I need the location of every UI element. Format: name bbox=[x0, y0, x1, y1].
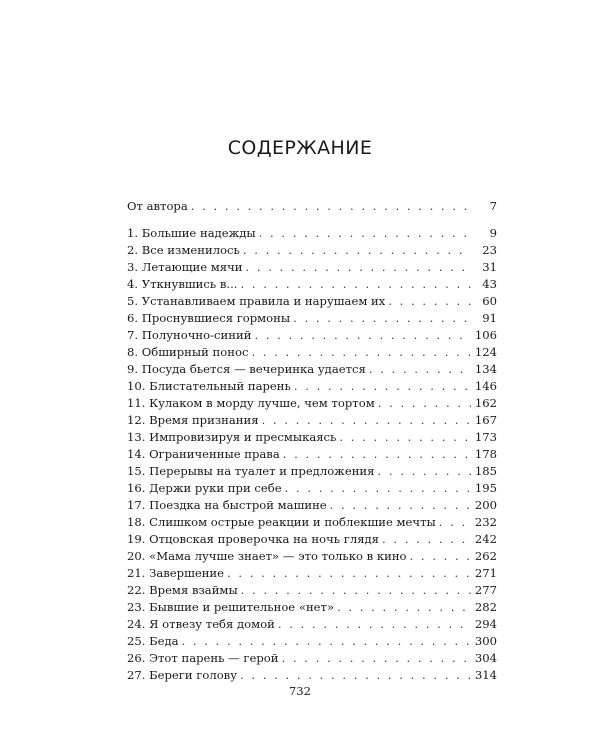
dot-leader bbox=[254, 327, 471, 344]
dot-leader bbox=[259, 225, 471, 242]
toc-entry-label: 19. Отцовская проверочка на ночь глядя bbox=[127, 532, 379, 546]
toc-entry-page: 162 bbox=[474, 396, 497, 410]
toc-entry-label: 27. Береги голову bbox=[127, 668, 238, 682]
toc-entry-chapter bbox=[127, 599, 497, 616]
toc-entry-chapter bbox=[127, 548, 497, 565]
toc-entry-page: 9 bbox=[489, 226, 497, 240]
toc-entry-chapter bbox=[127, 582, 497, 599]
toc-entry-chapter bbox=[127, 327, 497, 344]
toc-entry-page: 106 bbox=[474, 328, 497, 342]
toc-entry-label: 2. Все изменилось bbox=[127, 243, 240, 257]
toc-entry-label: 6. Проснувшиеся гормоны bbox=[127, 311, 291, 325]
dot-leader bbox=[382, 531, 471, 548]
toc-entry-page: 178 bbox=[474, 447, 497, 461]
toc-entry-label: 8. Обширный понос bbox=[127, 345, 249, 359]
dot-leader bbox=[283, 446, 471, 463]
toc-entry-page: 23 bbox=[482, 243, 497, 257]
toc-entry-page: 7 bbox=[489, 199, 497, 213]
toc-entry-label: 26. Этот парень — герой bbox=[127, 651, 279, 665]
toc-entry-chapter bbox=[127, 633, 497, 650]
toc-entry-chapter bbox=[127, 616, 497, 633]
toc-entry-label: 9. Посуда бьется — вечеринка удается bbox=[127, 362, 366, 376]
dot-leader bbox=[240, 667, 471, 684]
toc-entry-chapter bbox=[127, 259, 497, 276]
toc-entry-page: 195 bbox=[474, 481, 497, 495]
dot-leader bbox=[285, 480, 471, 497]
toc-entry-page: 277 bbox=[474, 583, 497, 597]
dot-leader bbox=[227, 565, 471, 582]
toc-entry-chapter bbox=[127, 361, 497, 378]
toc-entry-label: От автора bbox=[127, 199, 188, 213]
toc-entry-chapter bbox=[127, 429, 497, 446]
toc-entry-page: 31 bbox=[482, 260, 497, 274]
dot-leader bbox=[377, 463, 471, 480]
dot-leader bbox=[240, 276, 471, 293]
page-title: СОДЕРЖАНИЕ bbox=[227, 137, 373, 159]
toc-entry-chapter bbox=[127, 412, 497, 429]
toc-entry-label: 1. Большие надежды bbox=[127, 226, 256, 240]
page-number: 732 bbox=[288, 684, 312, 698]
dot-leader bbox=[243, 242, 471, 259]
toc-entry-chapter bbox=[127, 667, 497, 684]
dot-leader bbox=[410, 548, 471, 565]
dot-leader bbox=[378, 395, 471, 412]
toc-entry-page: 173 bbox=[474, 430, 497, 444]
toc-entry-label: 15. Перерывы на туалет и предложения bbox=[127, 464, 375, 478]
toc-entry-page: 43 bbox=[482, 277, 497, 291]
toc-entry-label: 11. Кулаком в морду лучше, чем тортом bbox=[127, 396, 375, 410]
toc-entry-label: 24. Я отвезу тебя домой bbox=[127, 617, 275, 631]
toc-entry-page: 185 bbox=[474, 464, 497, 478]
dot-leader bbox=[262, 412, 471, 429]
toc-entry-page: 300 bbox=[474, 634, 497, 648]
toc-entry-foreword bbox=[127, 198, 497, 215]
dot-leader bbox=[245, 259, 471, 276]
toc-entry-page: 294 bbox=[474, 617, 497, 631]
toc-entry-chapter bbox=[127, 395, 497, 412]
dot-leader bbox=[241, 582, 471, 599]
toc-entry-page: 167 bbox=[474, 413, 497, 427]
dot-leader bbox=[339, 429, 471, 446]
toc-entry-label: 18. Слишком острые реакции и поблекшие мечты bbox=[127, 515, 436, 529]
toc-entry-page: 304 bbox=[474, 651, 497, 665]
toc-entry-chapter bbox=[127, 650, 497, 667]
toc-entry-chapter bbox=[127, 293, 497, 310]
dot-leader bbox=[294, 378, 471, 395]
dot-leader bbox=[182, 633, 471, 650]
dot-leader bbox=[439, 514, 471, 531]
toc-entry-label: 7. Полуночно-синий bbox=[127, 328, 252, 342]
toc-entry-label: 21. Завершение bbox=[127, 566, 225, 580]
toc-entry-page: 134 bbox=[474, 362, 497, 376]
toc-entry-chapter bbox=[127, 378, 497, 395]
toc-entry-page: 242 bbox=[474, 532, 497, 546]
toc-entry-label: 20. «Мама лучше знает» — это только в кино bbox=[127, 549, 407, 563]
toc-entry-label: 23. Бывшие и решительное «нет» bbox=[127, 600, 335, 614]
toc-entry-label: 25. Беда bbox=[127, 634, 179, 648]
toc-entry-chapter bbox=[127, 480, 497, 497]
toc-entry-chapter bbox=[127, 225, 497, 242]
toc-entry-chapter bbox=[127, 446, 497, 463]
dot-leader bbox=[278, 616, 471, 633]
toc-entry-page: 91 bbox=[482, 311, 497, 325]
toc-entry-label: 22. Время взаймы bbox=[127, 583, 238, 597]
toc-entry-chapter bbox=[127, 276, 497, 293]
dot-leader bbox=[337, 599, 471, 616]
dot-leader bbox=[281, 650, 471, 667]
toc-entry-page: 271 bbox=[474, 566, 497, 580]
dot-leader bbox=[330, 497, 471, 514]
toc-entry-page: 262 bbox=[474, 549, 497, 563]
dot-leader bbox=[388, 293, 471, 310]
toc-entry-page: 282 bbox=[474, 600, 497, 614]
toc-entry-chapter bbox=[127, 344, 497, 361]
toc-entry-page: 232 bbox=[474, 515, 497, 529]
dot-leader bbox=[369, 361, 471, 378]
table-of-contents bbox=[127, 198, 497, 684]
toc-entry-label: 13. Импровизируя и пресмыкаясь bbox=[127, 430, 337, 444]
toc-entry-chapter bbox=[127, 565, 497, 582]
toc-entry-label: 12. Время признания bbox=[127, 413, 259, 427]
dot-leader bbox=[251, 344, 471, 361]
toc-entry-page: 60 bbox=[482, 294, 497, 308]
toc-entry-page: 146 bbox=[474, 379, 497, 393]
toc-entry-page: 124 bbox=[474, 345, 497, 359]
toc-entry-chapter bbox=[127, 310, 497, 327]
toc-entry-chapter bbox=[127, 242, 497, 259]
toc-entry-chapter bbox=[127, 531, 497, 548]
toc-entry-label: 10. Блистательный парень bbox=[127, 379, 291, 393]
dot-leader bbox=[293, 310, 471, 327]
toc-entry-label: 17. Поездка на быстрой машине bbox=[127, 498, 327, 512]
toc-entry-chapter bbox=[127, 514, 497, 531]
toc-entry-label: 4. Уткнувшись в... bbox=[127, 277, 238, 291]
toc-entry-label: 3. Летающие мячи bbox=[127, 260, 243, 274]
toc-entry-label: 16. Держи руки при себе bbox=[127, 481, 282, 495]
toc-entry-label: 14. Ограниченные права bbox=[127, 447, 280, 461]
toc-entry-chapter bbox=[127, 497, 497, 514]
toc-entry-chapter bbox=[127, 463, 497, 480]
dot-leader bbox=[191, 198, 471, 215]
toc-entry-page: 314 bbox=[474, 668, 497, 682]
toc-entry-label: 5. Устанавливаем правила и нарушаем их bbox=[127, 294, 386, 308]
toc-entry-page: 200 bbox=[474, 498, 497, 512]
